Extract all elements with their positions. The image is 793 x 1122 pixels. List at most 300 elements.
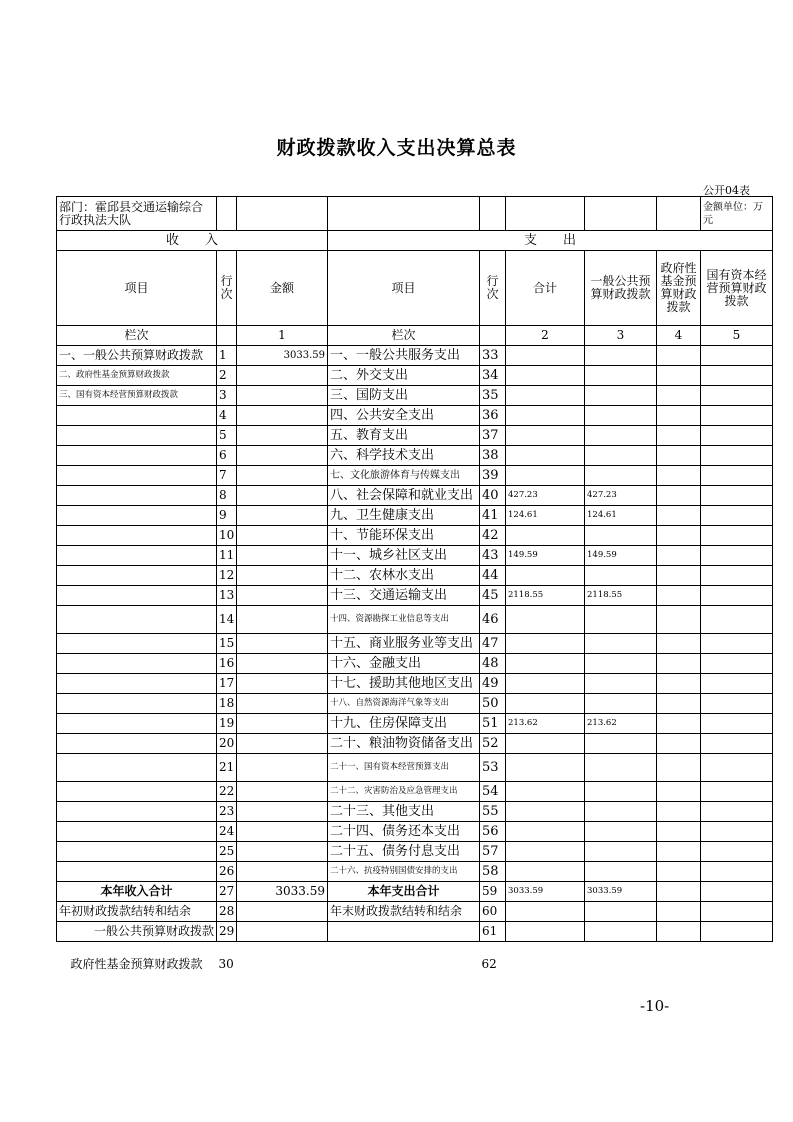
expense-total <box>506 634 585 654</box>
income-amount <box>237 734 328 754</box>
expense-item: 五、教育支出 <box>328 426 480 446</box>
expense-state <box>701 714 773 734</box>
income-row-no: 17 <box>217 674 237 694</box>
col-num-state: 5 <box>701 326 773 346</box>
expense-state <box>701 654 773 674</box>
expense-total: 213.62 <box>506 714 585 734</box>
income-item: 一、一般公共预算财政拨款 <box>57 346 217 366</box>
expense-total <box>506 346 585 366</box>
income-item: 二、政府性基金预算财政拨款 <box>57 366 217 386</box>
expense-item: 二十、粮油物资储备支出 <box>328 734 480 754</box>
expense-general <box>585 694 657 714</box>
carry-end-label: 年末财政拨款结转和结余 <box>328 902 480 922</box>
expense-state <box>701 566 773 586</box>
expense-general <box>585 446 657 466</box>
income-amount <box>237 366 328 386</box>
expense-general <box>585 654 657 674</box>
expense-state <box>701 862 773 882</box>
expense-fund <box>657 346 701 366</box>
table-row <box>57 546 773 566</box>
column-number-row <box>57 326 773 346</box>
income-amount <box>237 566 328 586</box>
expense-row-no: 48 <box>480 654 506 674</box>
expense-state <box>701 694 773 714</box>
table-row <box>57 366 773 386</box>
expense-item: 二、外交支出 <box>328 366 480 386</box>
income-row-no: 3 <box>217 386 237 406</box>
income-item <box>57 634 217 654</box>
col-num-general: 3 <box>585 326 657 346</box>
expense-total <box>506 862 585 882</box>
col-num-amount: 1 <box>237 326 328 346</box>
expense-item: 二十四、债务还本支出 <box>328 822 480 842</box>
income-item <box>57 822 217 842</box>
expense-row-no: 42 <box>480 526 506 546</box>
expense-state <box>701 366 773 386</box>
carry-end-no: 60 <box>480 902 506 922</box>
expense-total-label: 本年支出合计 <box>328 882 480 902</box>
table-row <box>57 802 773 822</box>
expense-fund <box>657 426 701 446</box>
expense-state <box>701 346 773 366</box>
expense-general <box>585 526 657 546</box>
amount-unit: 金额单位：万元 <box>701 197 773 231</box>
income-amount <box>237 486 328 506</box>
table-row <box>57 346 773 366</box>
expense-item: 二十三、其他支出 <box>328 802 480 822</box>
expense-general <box>585 754 657 782</box>
expense-row-no: 36 <box>480 406 506 426</box>
income-row-no: 13 <box>217 586 237 606</box>
header-fund-budget: 政府性基金预算财政拨款 <box>657 251 701 326</box>
table-row <box>57 714 773 734</box>
table-row <box>57 674 773 694</box>
expense-item: 十一、城乡社区支出 <box>328 546 480 566</box>
expense-row-no: 43 <box>480 546 506 566</box>
header-total: 合计 <box>506 251 585 326</box>
expense-row-no: 50 <box>480 694 506 714</box>
income-row-no: 10 <box>217 526 237 546</box>
table-row <box>57 654 773 674</box>
table-row <box>57 386 773 406</box>
table-row <box>57 754 773 782</box>
income-amount <box>237 606 328 634</box>
expense-item: 二十二、灾害防治及应急管理支出 <box>328 782 480 802</box>
income-row-no: 15 <box>217 634 237 654</box>
expense-general <box>585 386 657 406</box>
table-row <box>57 566 773 586</box>
income-amount <box>237 822 328 842</box>
totals-row <box>57 882 773 902</box>
carry-fund-no: 30 <box>218 956 234 971</box>
carry-fund-label: 政府性基金预算财政拨款 <box>70 956 203 971</box>
expense-total: 149.59 <box>506 546 585 566</box>
income-item <box>57 654 217 674</box>
table-row <box>57 694 773 714</box>
expense-general <box>585 822 657 842</box>
expense-general <box>585 366 657 386</box>
income-item <box>57 862 217 882</box>
expense-state <box>701 586 773 606</box>
income-amount <box>237 754 328 782</box>
expense-item: 七、文化旅游体育与传媒支出 <box>328 466 480 486</box>
col-label-expense: 栏次 <box>328 326 480 346</box>
income-item <box>57 426 217 446</box>
income-amount <box>237 802 328 822</box>
income-amount <box>237 406 328 426</box>
income-amount <box>237 842 328 862</box>
header-expense-item: 项目 <box>328 251 480 326</box>
expense-general <box>585 634 657 654</box>
expense-item: 六、科学技术支出 <box>328 446 480 466</box>
expense-fund <box>657 506 701 526</box>
income-row-no: 4 <box>217 406 237 426</box>
expense-general: 124.61 <box>585 506 657 526</box>
carry-fund-ex-no: 62 <box>481 956 497 971</box>
income-item <box>57 486 217 506</box>
expense-row-no: 44 <box>480 566 506 586</box>
income-row-no: 25 <box>217 842 237 862</box>
income-item <box>57 506 217 526</box>
income-amount <box>237 634 328 654</box>
table-row <box>57 842 773 862</box>
expense-row-no: 56 <box>480 822 506 842</box>
expense-item: 十二、农林水支出 <box>328 566 480 586</box>
expense-total <box>506 606 585 634</box>
carry-general-no: 29 <box>217 922 237 942</box>
expense-row-no: 52 <box>480 734 506 754</box>
table-row <box>57 634 773 654</box>
expense-general: 2118.55 <box>585 586 657 606</box>
income-row-no: 12 <box>217 566 237 586</box>
expense-row-no: 38 <box>480 446 506 466</box>
expense-general: 427.23 <box>585 486 657 506</box>
income-row-no: 20 <box>217 734 237 754</box>
expense-row-no: 53 <box>480 754 506 782</box>
expense-state <box>701 546 773 566</box>
table-row <box>57 606 773 634</box>
expense-state <box>701 734 773 754</box>
expense-total <box>506 734 585 754</box>
expense-fund <box>657 782 701 802</box>
expense-row-no: 41 <box>480 506 506 526</box>
expense-total <box>506 802 585 822</box>
header-income-item: 项目 <box>57 251 217 326</box>
expense-fund <box>657 546 701 566</box>
expense-item: 三、国防支出 <box>328 386 480 406</box>
income-item <box>57 586 217 606</box>
income-item <box>57 674 217 694</box>
expense-item: 十六、金融支出 <box>328 654 480 674</box>
table-row <box>57 426 773 446</box>
expense-item: 十四、资源勘探工业信息等支出 <box>328 606 480 634</box>
income-item <box>57 406 217 426</box>
expense-fund <box>657 734 701 754</box>
expense-fund <box>657 754 701 782</box>
expense-general <box>585 346 657 366</box>
expense-total <box>506 674 585 694</box>
expense-row-no: 34 <box>480 366 506 386</box>
income-section-title: 收 入 <box>57 231 328 251</box>
income-amount: 3033.59 <box>237 346 328 366</box>
expense-total <box>506 694 585 714</box>
expense-total-no: 59 <box>480 882 506 902</box>
income-amount <box>237 426 328 446</box>
expense-general <box>585 406 657 426</box>
income-item <box>57 526 217 546</box>
income-item <box>57 714 217 734</box>
expense-fund <box>657 654 701 674</box>
expense-row-no: 37 <box>480 426 506 446</box>
income-item <box>57 754 217 782</box>
income-item <box>57 546 217 566</box>
expense-fund <box>657 694 701 714</box>
expense-fund <box>657 822 701 842</box>
expense-state <box>701 406 773 426</box>
header-general-budget: 一般公共预算财政拨款 <box>585 251 657 326</box>
income-amount <box>237 674 328 694</box>
header-state-capital: 国有资本经营预算财政拨款 <box>701 251 773 326</box>
expense-total <box>506 822 585 842</box>
expense-section-title: 支 出 <box>328 231 773 251</box>
expense-fund <box>657 842 701 862</box>
income-item <box>57 566 217 586</box>
page-number: -10- <box>640 997 670 1015</box>
col-num-fund: 4 <box>657 326 701 346</box>
carry-fund-row <box>57 942 773 987</box>
income-item: 三、国有资本经营预算财政拨款 <box>57 386 217 406</box>
expense-general <box>585 606 657 634</box>
income-row-no: 6 <box>217 446 237 466</box>
expense-general <box>585 426 657 446</box>
table-row <box>57 822 773 842</box>
expense-fund <box>657 566 701 586</box>
income-item <box>57 782 217 802</box>
income-amount <box>237 586 328 606</box>
income-amount <box>237 714 328 734</box>
expense-fund <box>657 634 701 654</box>
income-row-no: 9 <box>217 506 237 526</box>
income-row-no: 5 <box>217 426 237 446</box>
expense-total <box>506 426 585 446</box>
expense-item: 八、社会保障和就业支出 <box>328 486 480 506</box>
income-amount <box>237 862 328 882</box>
income-row-no: 2 <box>217 366 237 386</box>
expense-total <box>506 566 585 586</box>
income-amount <box>237 526 328 546</box>
expense-general <box>585 674 657 694</box>
income-total-label: 本年收入合计 <box>57 882 217 902</box>
expense-general <box>585 734 657 754</box>
expense-total <box>506 366 585 386</box>
expense-total-sum: 3033.59 <box>506 882 585 902</box>
expense-fund <box>657 802 701 822</box>
income-row-no: 11 <box>217 546 237 566</box>
expense-fund <box>657 366 701 386</box>
expense-general <box>585 466 657 486</box>
income-item <box>57 466 217 486</box>
column-header-row <box>57 251 773 326</box>
header-income-row: 行次 <box>217 251 237 326</box>
income-amount <box>237 506 328 526</box>
expense-general <box>585 802 657 822</box>
expense-general: 149.59 <box>585 546 657 566</box>
expense-fund <box>657 714 701 734</box>
expense-general <box>585 782 657 802</box>
expense-state <box>701 426 773 446</box>
col-num-total: 2 <box>506 326 585 346</box>
expense-state <box>701 802 773 822</box>
income-amount <box>237 654 328 674</box>
table-row <box>57 782 773 802</box>
section-row <box>57 231 773 251</box>
expense-item: 十三、交通运输支出 <box>328 586 480 606</box>
income-item <box>57 842 217 862</box>
page-title: 财政拨款收入支出决算总表 <box>276 137 517 159</box>
expense-fund <box>657 406 701 426</box>
expense-total <box>506 526 585 546</box>
expense-row-no: 54 <box>480 782 506 802</box>
expense-row-no: 49 <box>480 674 506 694</box>
income-row-no: 14 <box>217 606 237 634</box>
table-row <box>57 446 773 466</box>
expense-fund <box>657 446 701 466</box>
income-row-no: 21 <box>217 754 237 782</box>
expense-item: 十七、援助其他地区支出 <box>328 674 480 694</box>
expense-row-no: 45 <box>480 586 506 606</box>
expense-item: 二十六、抗疫特别国债安排的支出 <box>328 862 480 882</box>
income-row-no: 26 <box>217 862 237 882</box>
expense-general <box>585 842 657 862</box>
header-expense-row: 行次 <box>480 251 506 326</box>
expense-state <box>701 842 773 862</box>
expense-total: 427.23 <box>506 486 585 506</box>
expense-fund <box>657 466 701 486</box>
carry-row <box>57 902 773 922</box>
income-row-no: 23 <box>217 802 237 822</box>
col-label-income: 栏次 <box>57 326 217 346</box>
income-amount <box>237 546 328 566</box>
department-row <box>57 197 773 231</box>
expense-total-general: 3033.59 <box>585 882 657 902</box>
expense-item: 十五、商业服务业等支出 <box>328 634 480 654</box>
expense-state <box>701 466 773 486</box>
expense-total <box>506 654 585 674</box>
expense-general <box>585 862 657 882</box>
income-row-no: 7 <box>217 466 237 486</box>
table-row <box>57 586 773 606</box>
income-row-no: 16 <box>217 654 237 674</box>
expense-total <box>506 446 585 466</box>
expense-row-no: 51 <box>480 714 506 734</box>
carry-begin-no: 28 <box>217 902 237 922</box>
carry-begin-label: 年初财政拨款结转和结余 <box>57 902 217 922</box>
expense-state <box>701 526 773 546</box>
expense-row-no: 33 <box>480 346 506 366</box>
income-row-no: 8 <box>217 486 237 506</box>
expense-total <box>506 466 585 486</box>
income-amount <box>237 446 328 466</box>
expense-state <box>701 754 773 782</box>
expense-fund <box>657 862 701 882</box>
expense-state <box>701 674 773 694</box>
expense-item: 四、公共安全支出 <box>328 406 480 426</box>
income-total-no: 27 <box>217 882 237 902</box>
table-row <box>57 466 773 486</box>
expense-total: 2118.55 <box>506 586 585 606</box>
expense-total <box>506 842 585 862</box>
carry-general-row <box>57 922 773 942</box>
expense-general <box>585 566 657 586</box>
table-row <box>57 506 773 526</box>
expense-row-no: 46 <box>480 606 506 634</box>
expense-total <box>506 386 585 406</box>
form-code: 公开04表 <box>703 184 750 197</box>
table-row <box>57 486 773 506</box>
expense-state <box>701 486 773 506</box>
expense-state <box>701 386 773 406</box>
expense-item: 十九、住房保障支出 <box>328 714 480 734</box>
expense-general: 213.62 <box>585 714 657 734</box>
expense-row-no: 39 <box>480 466 506 486</box>
expense-row-no: 57 <box>480 842 506 862</box>
income-row-no: 22 <box>217 782 237 802</box>
expense-item: 九、卫生健康支出 <box>328 506 480 526</box>
income-item <box>57 802 217 822</box>
income-total-amount: 3033.59 <box>237 882 328 902</box>
carry-general-ex-no: 61 <box>480 922 506 942</box>
table-row <box>57 406 773 426</box>
expense-state <box>701 822 773 842</box>
income-item <box>57 694 217 714</box>
table-row <box>57 734 773 754</box>
expense-fund <box>657 486 701 506</box>
expense-state <box>701 634 773 654</box>
income-amount <box>237 386 328 406</box>
expense-item: 十、节能环保支出 <box>328 526 480 546</box>
carry-general-label: 一般公共预算财政拨款 <box>57 922 217 942</box>
table-row <box>57 862 773 882</box>
expense-total <box>506 406 585 426</box>
expense-row-no: 55 <box>480 802 506 822</box>
income-row-no: 24 <box>217 822 237 842</box>
income-row-no: 18 <box>217 694 237 714</box>
expense-fund <box>657 606 701 634</box>
expense-state <box>701 782 773 802</box>
income-row-no: 1 <box>217 346 237 366</box>
income-item <box>57 734 217 754</box>
income-item <box>57 446 217 466</box>
expense-state <box>701 606 773 634</box>
expense-fund <box>657 386 701 406</box>
expense-row-no: 40 <box>480 486 506 506</box>
income-amount <box>237 466 328 486</box>
expense-row-no: 35 <box>480 386 506 406</box>
income-amount <box>237 694 328 714</box>
expense-item: 十八、自然资源海洋气象等支出 <box>328 694 480 714</box>
expense-state <box>701 446 773 466</box>
income-amount <box>237 782 328 802</box>
expense-state <box>701 506 773 526</box>
budget-summary-table <box>56 196 773 986</box>
income-row-no: 19 <box>217 714 237 734</box>
expense-fund <box>657 674 701 694</box>
expense-item: 一、一般公共服务支出 <box>328 346 480 366</box>
expense-total: 124.61 <box>506 506 585 526</box>
table-row <box>57 526 773 546</box>
expense-item: 二十一、国有资本经营预算支出 <box>328 754 480 782</box>
expense-row-no: 58 <box>480 862 506 882</box>
